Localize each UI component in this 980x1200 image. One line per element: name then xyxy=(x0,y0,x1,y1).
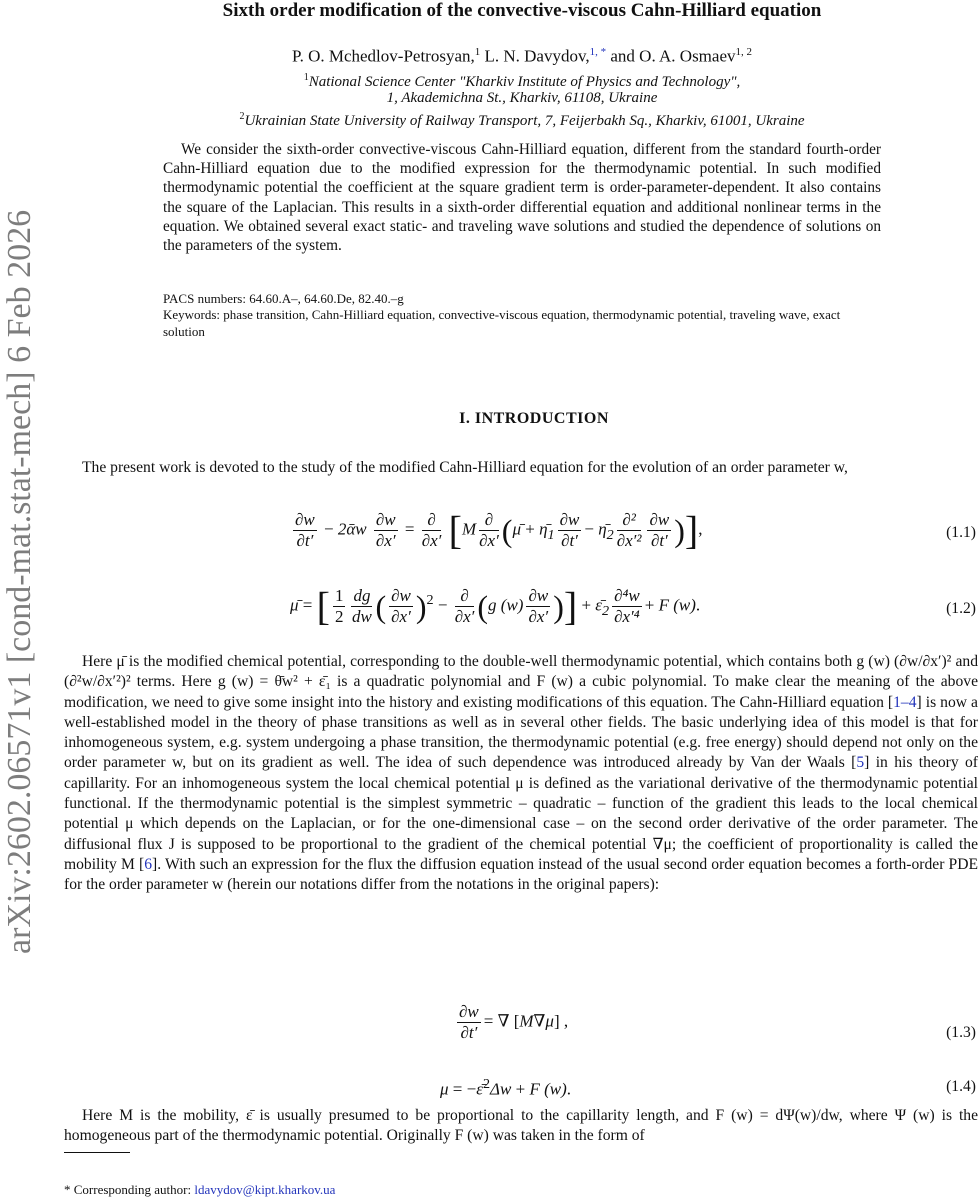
citation-link-6[interactable]: 6 xyxy=(144,855,153,873)
affiliation-2-marker: 2 xyxy=(239,111,245,122)
body-text: ] is now a well-established model in the theory of phase transitions as well as in several other fields. The basic underlying idea of this model is that for inhomogeneous system, e.g. system undergoing a phase transition, the thermodynamic potential (e.g. free energy) should depend not only on the order parameter w, but on its gradient as well. The idea of such dependence was introduced already by Van der Waals [ xyxy=(64,693,978,772)
arxiv-side-stamp: arXiv:2602.06571v1 [cond-mat.stat-mech] 6 Feb 2026 xyxy=(1,209,38,954)
pacs-numbers: PACS numbers: 64.60.A–, 64.60.De, 82.40.–g xyxy=(163,291,404,306)
body-paragraph-3: Here M is the mobility, ε̄ is usually presumed to be proportional to the capillarity length, and F (w) = dΨ(w)/dw, where Ψ (w) is the homogeneous part of the thermodynamic potential. Originally F (w) was taken in the form of xyxy=(64,1107,978,1145)
footnote xyxy=(64,1182,335,1198)
paper-title: Sixth order modification of the convective-viscous Cahn-Hilliard equation xyxy=(222,0,822,21)
intro-paragraph: The present work is devoted to the study of the modified Cahn-Hilliard equation for the evolution of an order parameter w, xyxy=(82,459,848,476)
affiliation-1-line-2: 1, Akademichna St., Kharkiv, 61108, Ukraine xyxy=(386,90,658,106)
author-3-affil: 1, 2 xyxy=(735,46,752,58)
equation-number-1-2: (1.2) xyxy=(946,600,976,617)
equation-number-1-4: (1.4) xyxy=(946,1078,976,1095)
body-paragraph-2 xyxy=(64,652,978,896)
author-3: and O. A. Osmaev xyxy=(606,46,736,66)
footnote-rule xyxy=(64,1152,130,1153)
affiliation-2-text: Ukrainian State University of Railway Transport, 7, Feijerbakh Sq., Kharkiv, 61001, Ukraine xyxy=(244,113,805,129)
citation-link-5[interactable]: 5 xyxy=(856,754,865,772)
body-text: ] in his theory of capillarity. For an inhomogeneous system the local chemical potential μ is defined as the variational derivative of the thermodynamic potential functional. If the thermodynamic potential is the simplest symmetric – quadratic – function of the gradient this leads to the local chemical potential μ which depends on the Laplacian, or for the one-dimensional case – on the second order derivative of the order parameter. The diffusional flux J is supposed to be proportional to the gradient of the chemical potential ∇μ; the coefficient of proportionality is called the mobility M [ xyxy=(64,754,978,873)
affiliation-1-marker: 1 xyxy=(303,72,309,83)
author-2: L. N. Davydov, xyxy=(480,46,590,66)
equation-1-2: μ̄ = [ $\frac{1}{2}$ $\frac{dg}{dw}$ ( $\frac{\partial w}{\partial x'}$ )$^2$ − $\frac{\partial}{\partial x'}$ (g (w) $\frac{\partial w}{\partial x'}$ )] + $\varepsilon̄_2$ $\frac{\text{∂⁴w}}{\text{∂x′⁴}}$ + F (w). xyxy=(290,583,701,629)
author-2-affil-link[interactable]: 1, * xyxy=(589,46,607,58)
abstract: We consider the sixth-order convective-viscous Cahn-Hilliard equation, different from the standard fourth-order Cahn-Hilliard equation due to the modified expression for the thermodynamic potential. In such modified thermodynamic potential the coefficient at the square gradient term is order-parameter-dependent. It also contains the square of the Laplacian. This results in a sixth-order differential equation and additional nonlinear terms in the equation. We obtained several exact static- and traveling wave solutions and studied the dependence of solutions on the parameters of the system. xyxy=(163,141,881,255)
footnote-label: * Corresponding author: xyxy=(64,1182,195,1197)
citation-link-1-4[interactable]: 1–4 xyxy=(893,693,917,711)
section-heading-introduction: I. INTRODUCTION xyxy=(459,410,609,427)
keywords: Keywords: phase transition, Cahn-Hilliard equation, convective-viscous equation, thermodynamic potential, traveling wave, exact solution xyxy=(163,307,841,339)
affiliation-2 xyxy=(0,107,980,131)
body-text: Here μ̄ is the modified chemical potential, corresponding to the double-well thermodynamic potential, which contains both g (w) (∂w/∂x′)² and (∂²w/∂x′²)² terms. Here g (w) = θ̄w² + ε̄₁ is a quadratic polynomial and F (w) a cubic polynomial. To make clear the meaning of the above modification, we need to give some insight into the history and existing modifications of this equation. The Cahn-Hilliard equation [ xyxy=(64,653,978,711)
equation-1-1: $\frac{\partial w}{\partial t'}$ − 2ᾱw $\frac{\partial w}{\partial x'}$ = $\frac{\partial}{\partial x'}$ [M $\frac{\partial}{\partial x'}$ (μ̄ + $\etā_1$ $\frac{\partial w}{\partial t'}$ − $\etā_2$ $\frac{\text{∂²}}{\text{∂x′²}}$ $\frac{\partial w}{\partial t'}$ )], xyxy=(295,507,703,553)
body-text: ]. With such an expression for the flux the diffusion equation instead of the usual second order equation becomes a forth-order PDE for the order parameter w (herein our notations differ from the notations in the original papers): xyxy=(64,855,978,894)
equation-1-4: μ = −ε̄$^2$Δw + F (w). xyxy=(440,1076,571,1099)
equation-number-1-3: (1.3) xyxy=(946,1024,976,1041)
author-1-affil: 1 xyxy=(474,46,481,58)
equation-1-3: $\frac{\partial w}{\partial t'}$ = ∇ [M∇μ] , xyxy=(459,1002,569,1042)
author-list xyxy=(0,42,980,67)
author-email-link[interactable]: ldavydov@kipt.kharkov.ua xyxy=(194,1182,336,1197)
affiliation-1-text: National Science Center "Kharkiv Institute of Physics and Technology", xyxy=(308,74,741,90)
equation-number-1-1: (1.1) xyxy=(946,524,976,541)
author-1: P. O. Mchedlov-Petrosyan, xyxy=(292,46,475,66)
